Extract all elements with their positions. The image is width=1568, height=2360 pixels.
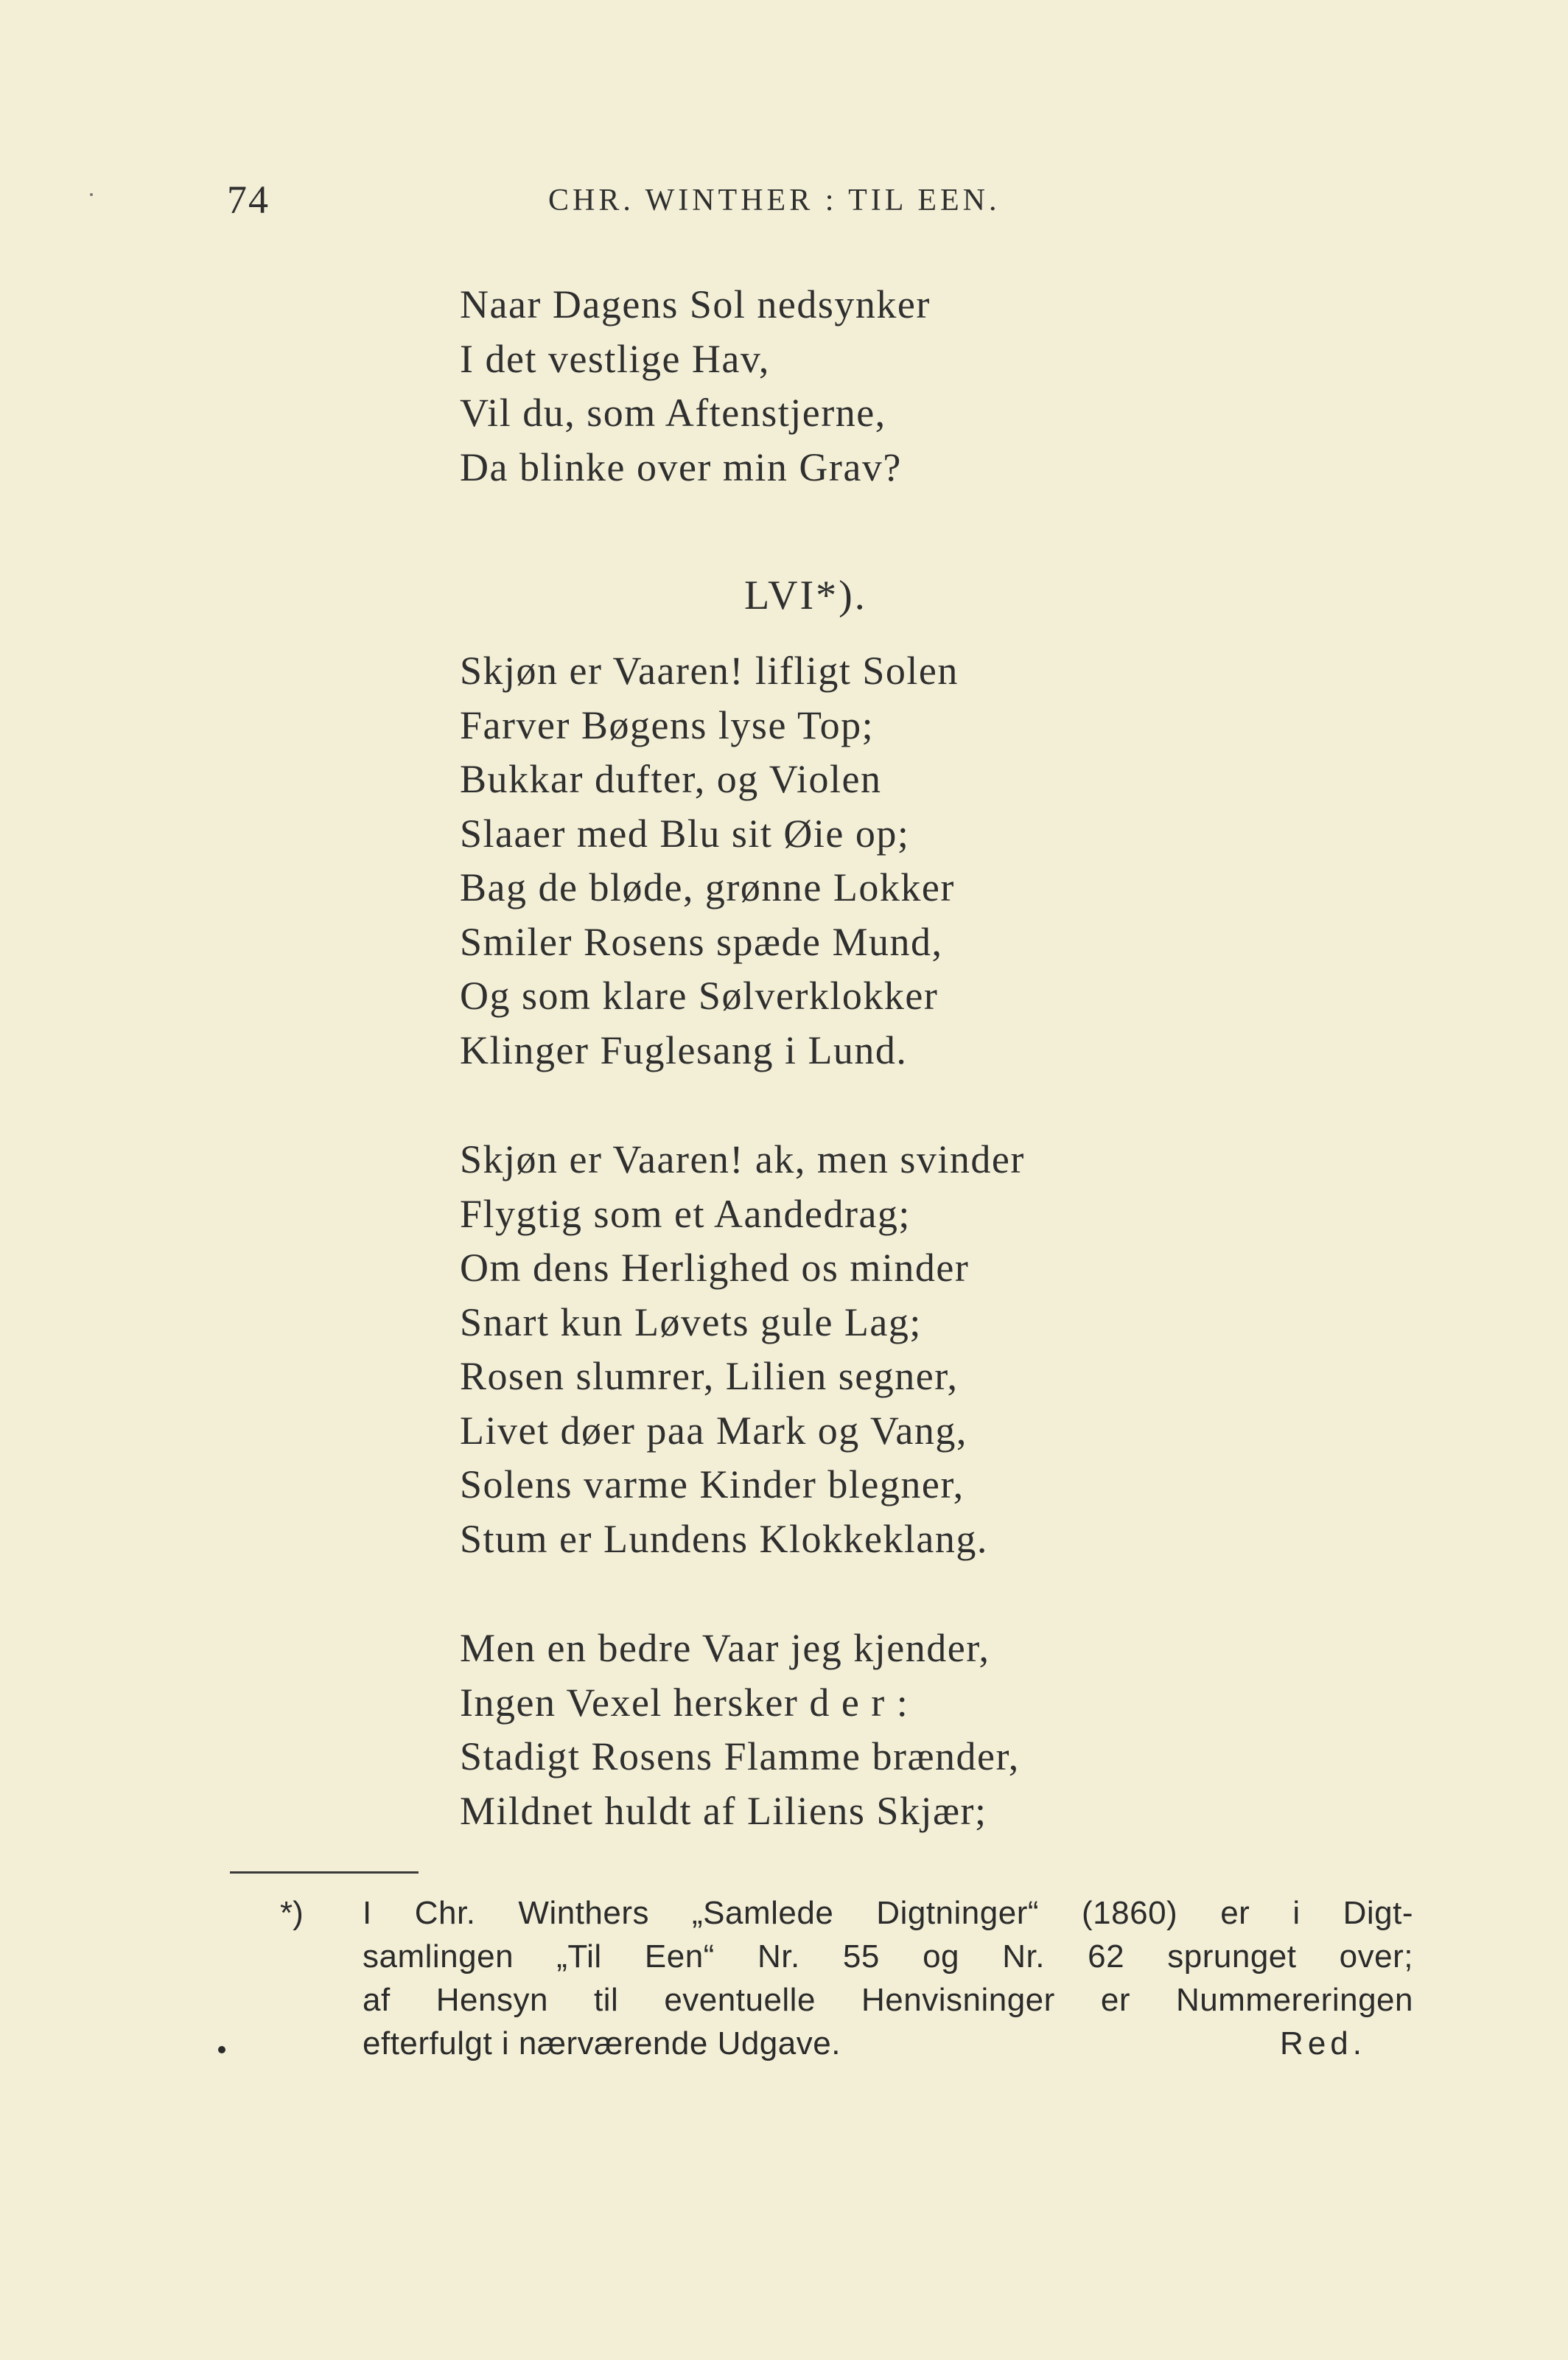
- verse-line: Men en bedre Vaar jeg kjender,: [460, 1626, 990, 1670]
- running-title: CHR. WINTHER : TIL EEN.: [548, 184, 1001, 217]
- footnote-divider: [230, 1871, 419, 1874]
- verse-line: Ingen Vexel hersker d e r :: [460, 1680, 909, 1725]
- verse-line: Naar Dagens Sol nedsynker: [460, 282, 931, 327]
- verse-line: Bag de bløde, grønne Lokker: [460, 865, 955, 910]
- verse-line: Skjøn er Vaaren! ak, men svinder: [460, 1137, 1025, 1181]
- verse-line: Smiler Rosens spæde Mund,: [460, 919, 943, 964]
- footnote-line: af Hensyn til eventuelle Henvisninger er Nummereringen: [363, 1982, 1413, 2018]
- verse-line: Flygtig som et Aandedrag;: [460, 1191, 911, 1236]
- verse-line: Slaaer med Blu sit Øie op;: [460, 811, 910, 856]
- ink-speck: [90, 193, 93, 196]
- verse-line: Stum er Lundens Klokkeklang.: [460, 1516, 988, 1561]
- stanza-3: [460, 1133, 1025, 1566]
- footnote-last-line: [363, 2022, 1413, 2065]
- verse-line: Mildnet huldt af Liliens Skjær;: [460, 1788, 987, 1833]
- footnote-line: efterfulgt i nærværende Udgave.: [363, 2025, 841, 2061]
- verse-line: Om dens Herlighed os minder: [460, 1246, 970, 1290]
- verse-line: Stadigt Rosens Flamme brænder,: [460, 1734, 1020, 1778]
- verse-line: Solens varme Kinder blegner,: [460, 1462, 965, 1507]
- ink-speck: [218, 2046, 225, 2053]
- footnote-marker: *): [280, 1895, 304, 1931]
- verse-line: Bukkar dufter, og Violen: [460, 757, 882, 801]
- verse-line: Rosen slumrer, Lilien segner,: [460, 1354, 959, 1398]
- verse-line: Da blinke over min Grav?: [460, 444, 902, 489]
- verse-line: Klinger Fuglesang i Lund.: [460, 1027, 908, 1072]
- page-number: 74: [227, 178, 270, 222]
- footnote-line: samlingen „Til Een“ Nr. 55 og Nr. 62 sprunget over;: [363, 1938, 1413, 1975]
- editor-signature: Red.: [1280, 2025, 1366, 2061]
- verse-line: Livet døer paa Mark og Vang,: [460, 1408, 967, 1453]
- page-header: [227, 177, 1096, 228]
- stanza-2: [460, 644, 959, 1078]
- section-heading: LVI*).: [744, 573, 867, 618]
- verse-line: Farver Bøgens lyse Top;: [460, 702, 875, 747]
- verse-line: Og som klare Sølverklokker: [460, 974, 939, 1018]
- stanza-4: [460, 1621, 1020, 1838]
- stanza-1: [460, 278, 931, 495]
- footnote-line: I Chr. Winthers „Samlede Digtninger“ (1860) er i Digt-: [363, 1895, 1413, 1931]
- verse-line: Vil du, som Aftenstjerne,: [460, 391, 886, 435]
- verse-line: Skjøn er Vaaren! lifligt Solen: [460, 649, 959, 693]
- verse-line: Snart kun Løvets gule Lag;: [460, 1299, 922, 1344]
- verse-line: I det vestlige Hav,: [460, 336, 770, 381]
